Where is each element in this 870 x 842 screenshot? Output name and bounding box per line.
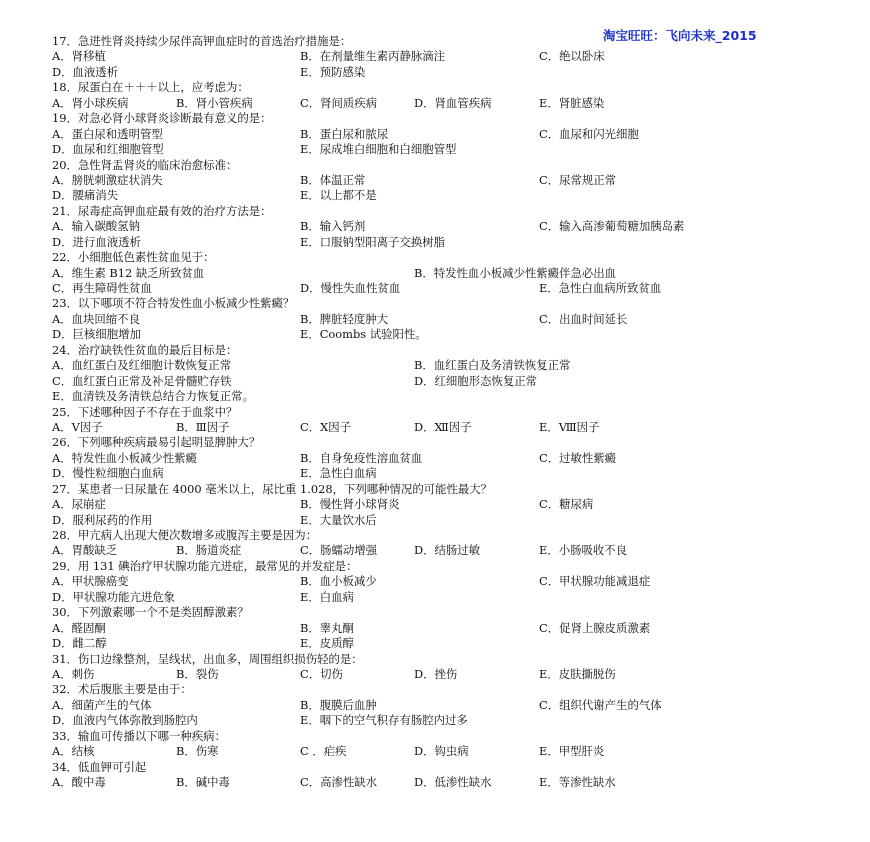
option-choice: B．脾脏轻度肿大 [300, 311, 389, 326]
option-choice: E．Ⅷ因子 [539, 419, 600, 434]
option-choice: C．血尿和闪光细胞 [539, 126, 639, 141]
option-choice: B．伤寒 [176, 744, 219, 759]
option-choice: B．体温正常 [300, 172, 366, 187]
option-choice: E．口服钠型阳离子交换树脂 [300, 234, 446, 249]
options-row [52, 574, 832, 589]
question-stem [52, 343, 832, 358]
options-row [52, 698, 832, 713]
option-choice: B．特发性血小板减少性紫癜伴急必出血 [414, 265, 617, 280]
options-row [52, 219, 832, 234]
option-choice: A．血块回缩不良 [52, 311, 140, 326]
option-choice: E．甲型肝炎 [539, 744, 605, 759]
options-row [52, 590, 832, 605]
options-row [52, 142, 832, 157]
options-row [52, 235, 832, 250]
option-choice: C．甲状腺功能减退症 [539, 574, 651, 589]
options-row [52, 713, 832, 728]
option-choice: E．白血病 [300, 589, 354, 604]
option-choice: C ．疟疾 [300, 744, 347, 759]
options-row [52, 744, 832, 759]
question-stem [52, 729, 832, 744]
options-row [52, 188, 832, 203]
option-choice: B．血红蛋白及务清铁恢复正常 [414, 358, 571, 373]
option-choice: A．结核 [52, 744, 95, 759]
option-choice: D．血尿和红细胞管型 [52, 142, 164, 157]
question-stem [52, 528, 832, 543]
question-text: 23．以下哪项不符合特发性血小板减少性紫癜？ [52, 296, 295, 311]
question-text: 26．下列哪种疾病最易引起明显脾肿大？ [52, 435, 261, 450]
option-choice: A．肾移植 [52, 49, 106, 64]
option-choice: D．雌二醇 [52, 636, 107, 651]
option-choice: D．腰痛消失 [52, 188, 119, 203]
options-row [52, 466, 832, 481]
options-row [52, 775, 832, 790]
question-stem [52, 405, 832, 420]
option-choice: C．再生障碍性贫血 [52, 281, 152, 295]
options-row [52, 420, 832, 435]
option-choice: A．胃酸缺乏 [52, 543, 118, 558]
option-choice: C．绝以卧床 [539, 49, 605, 64]
option-choice: A．刺伤 [52, 666, 95, 681]
question-stem [52, 605, 832, 620]
option-choice: C．出血时间延长 [539, 311, 628, 326]
option-choice: B．腹膜后血肿 [300, 697, 377, 712]
question-stem [52, 652, 832, 667]
question-text: 28．甲亢病人出现大便次数增多或腹泻主要是因为： [52, 528, 318, 542]
option-choice: E．急性白血病 [300, 466, 377, 481]
option-choice: A．Ⅴ因子 [52, 419, 103, 434]
options-row [52, 266, 832, 281]
option-choice: E．肾脏感染 [539, 95, 605, 110]
option-choice: B．碱中毒 [176, 775, 230, 789]
option-choice: A．酸中毒 [52, 775, 106, 789]
question-stem [52, 482, 832, 497]
question-stem [52, 250, 832, 265]
option-choice: D．巨核细胞增加 [52, 327, 141, 342]
options-row [52, 127, 832, 142]
options-row [52, 451, 832, 466]
question-text: 32．术后腹胀主要是由于： [52, 682, 192, 697]
options-row [52, 358, 832, 373]
options-row [52, 327, 832, 342]
options-row [52, 49, 832, 64]
option-choice: E．皮质醇 [300, 636, 354, 651]
option-choice: E．Coombs 试验阳性。 [300, 327, 427, 342]
question-text: 22．小细胞低色素性贫血见于： [52, 250, 215, 265]
option-choice: D．红细胞形态恢复正常 [414, 373, 538, 388]
option-choice: B．慢性肾小球肾炎 [300, 497, 400, 512]
option-choice: A．细菌产生的气体 [52, 697, 152, 712]
option-choice: B．在剂量维生素丙静脉滴注 [300, 49, 446, 64]
question-text: 30．下列激素哪一个不是类固醇激素？ [52, 605, 249, 620]
question-text: 17．急进性肾炎持续少尿伴高钾血症时的首选治疗措施是： [52, 34, 352, 48]
options-row [52, 312, 832, 327]
options-row [52, 374, 832, 389]
option-choice: E．小肠吸收不良 [539, 543, 628, 558]
options-row [52, 96, 832, 111]
option-choice: B．裂伤 [176, 666, 219, 681]
options-row [52, 513, 832, 528]
option-choice: A．膀胱刺激症状消失 [52, 172, 163, 187]
option-choice: E．血清铁及务清铁总结合力恢复正常。 [52, 389, 254, 404]
option-choice: C．组织代谢产生的气体 [539, 697, 662, 712]
option-choice: B．自身免疫性溶血贫血 [300, 450, 423, 465]
options-row [52, 543, 832, 558]
option-choice: A．肾小球疾病 [52, 95, 129, 110]
option-choice: E．大量饮水后 [300, 512, 377, 527]
options-row [52, 667, 832, 682]
option-choice: C．血红蛋白正常及补足骨髓贮存铁 [52, 373, 232, 388]
question-stem [52, 559, 832, 574]
question-text: 29．用 131 碘治疗甲状腺功能亢进症，最常见的并发症是： [52, 558, 358, 573]
option-choice: D．低渗性缺水 [414, 775, 492, 789]
option-choice: B．输入钙剂 [300, 219, 366, 234]
option-choice: C．肾间质疾病 [300, 95, 378, 110]
option-choice: D．挫伤 [414, 666, 458, 681]
options-row [52, 389, 832, 404]
option-choice: A．输入碳酸氢钠 [52, 219, 140, 234]
option-choice: E．皮肤撕脱伤 [539, 666, 616, 681]
option-choice: E．等渗性缺水 [539, 775, 616, 789]
option-choice: B．肠道炎症 [176, 543, 242, 558]
option-choice: A．尿崩症 [52, 497, 106, 512]
options-row [52, 281, 832, 296]
option-choice: C．Ⅹ因子 [300, 419, 351, 434]
option-choice: A．维生素 B12 缺乏所致贫血 [52, 265, 205, 280]
option-choice: E．急性白血病所致贫血 [539, 281, 662, 295]
option-choice: D．进行血液透析 [52, 234, 141, 249]
option-choice: E．预防感染 [300, 64, 366, 79]
options-row [52, 621, 832, 636]
option-choice: D．血液内气体弥散到肠腔内 [52, 713, 198, 728]
option-choice: A．醛固酮 [52, 620, 106, 635]
options-row [52, 497, 832, 512]
option-choice: C．肠蠕动增强 [300, 543, 378, 558]
question-text: 24．治疗缺铁性贫血的最后目标是： [52, 342, 238, 357]
question-list [52, 34, 832, 790]
option-choice: E．以上都不是 [300, 188, 377, 203]
question-stem [52, 158, 832, 173]
options-row [52, 65, 832, 80]
option-choice: B．血小板减少 [300, 574, 377, 589]
question-text: 20．急性肾盂肾炎的临床治愈标准： [52, 157, 238, 172]
option-choice: B．肾小管疾病 [176, 95, 253, 110]
option-choice: D．甲状腺功能亢进危象 [52, 589, 176, 604]
option-choice: A．甲状腺癌变 [52, 574, 129, 589]
question-text: 25．下述哪种因子不存在于血浆中？ [52, 404, 238, 419]
option-choice: A．血红蛋白及红细胞计数恢复正常 [52, 358, 232, 373]
options-row [52, 636, 832, 651]
option-choice: E．咽下的空气积存有肠腔内过多 [300, 713, 468, 728]
question-stem [52, 204, 832, 219]
option-choice: A．蛋白尿和透明管型 [52, 126, 163, 141]
question-stem [52, 34, 832, 49]
option-choice: D．肾血管疾病 [414, 95, 492, 110]
option-choice: C．糖尿病 [539, 497, 594, 512]
question-text: 33．输血可传播以下哪一种疾病： [52, 728, 226, 743]
question-text: 27．某患者一日尿量在 4000 毫米以上，尿比重 1.028，下列哪种情况的可能性最大？ [52, 481, 493, 496]
question-stem [52, 111, 832, 126]
question-text: 31．伤口边缘整剂，呈线状，出血多，周围组织损伤轻的是： [52, 651, 363, 666]
option-choice: A．特发性血小板减少性紫癜 [52, 450, 197, 465]
option-choice: B．睾丸酮 [300, 620, 354, 635]
option-choice: C．输入高渗葡萄糖加胰岛素 [539, 219, 685, 234]
question-text: 19．对急必肾小球肾炎诊断最有意义的是： [52, 111, 272, 126]
question-stem [52, 760, 832, 775]
option-choice: D．Ⅻ因子 [414, 419, 472, 434]
option-choice: D．结肠过敏 [414, 543, 481, 558]
question-stem [52, 296, 832, 311]
option-choice: D．服利尿药的作用 [52, 512, 153, 527]
question-text: 34．低血钾可引起 [52, 759, 147, 774]
watermark-text: 淘宝旺旺：飞向未来_2015 [603, 28, 757, 43]
option-choice: B．蛋白尿和脓尿 [300, 126, 389, 141]
question-text: 18．尿蛋白在＋＋＋以上，应考虑为： [52, 80, 249, 95]
question-stem [52, 682, 832, 697]
option-choice: C．高渗性缺水 [300, 775, 378, 789]
options-row [52, 173, 832, 188]
option-choice: D．慢性失血性贫血 [300, 281, 401, 295]
option-choice: C．尿常规正常 [539, 172, 617, 187]
question-stem [52, 80, 832, 95]
option-choice: B．Ⅲ因子 [176, 419, 230, 434]
option-choice: D．慢性粒细胞白血病 [52, 466, 164, 481]
question-text: 21．尿毒症高钾血症最有效的治疗方法是： [52, 203, 272, 218]
option-choice: C．切伤 [300, 666, 343, 681]
option-choice: C．促肾上腺皮质激素 [539, 620, 651, 635]
option-choice: D．血液透析 [52, 64, 119, 79]
option-choice: D．钩虫病 [414, 744, 469, 759]
question-stem [52, 435, 832, 450]
option-choice: C．过敏性紫癜 [539, 450, 617, 465]
option-choice: E．尿成堆白细胞和白细胞管型 [300, 142, 457, 157]
